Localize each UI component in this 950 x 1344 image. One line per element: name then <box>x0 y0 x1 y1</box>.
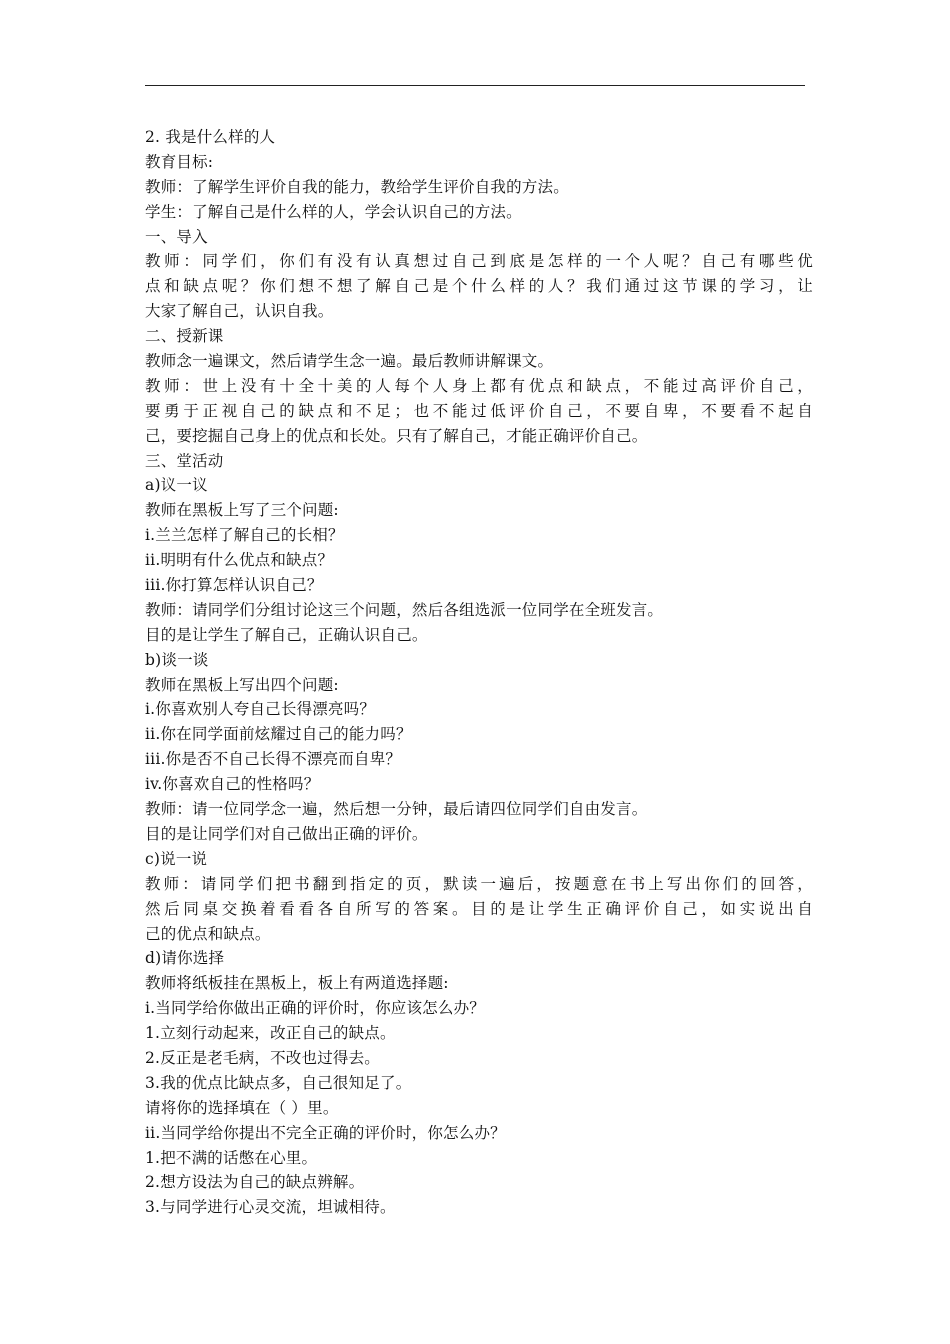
option-item: 2.反正是老毛病，不改也过得去。 <box>145 1048 380 1067</box>
text-line: 教师：了解学生评价自我的能力，教给学生评价自我的方法。 <box>145 177 569 196</box>
section-heading: 二、授新课 <box>145 327 224 346</box>
text-line: 己的优点和缺点。 <box>145 924 271 943</box>
text-line: 大家了解自己，认识自我。 <box>145 302 334 321</box>
list-item: iii.你是否不自己长得不漂亮而自卑？ <box>145 750 402 769</box>
text-line: 目的是让同学们对自己做出正确的评价。 <box>145 824 428 843</box>
text-line: 教师在黑板上写出四个问题: <box>145 675 339 694</box>
subsection-heading: c)说一说 <box>145 849 208 868</box>
subsection-heading: b)谈一谈 <box>145 650 209 669</box>
text-line: 要勇于正视自己的缺点和不足；也不能过低评价自己，不要自卑，不要看不起自 <box>145 401 813 420</box>
text-line: 请将你的选择填在（ ）里。 <box>145 1098 339 1117</box>
text-line: 教师念一遍课文，然后请学生念一遍。最后教师讲解课文。 <box>145 352 554 371</box>
list-item: i.你喜欢别人夸自己长得漂亮吗？ <box>145 700 376 719</box>
text-line: 教师：请同学们把书翻到指定的页，默读一遍后，按题意在书上写出你们的回答， <box>145 874 813 893</box>
lesson-title: 2. 我是什么样的人 <box>145 128 276 146</box>
text-line: 教师：请同学们分组讨论这三个问题，然后各组选派一位同学在全班发言。 <box>145 600 664 619</box>
option-item: 2.想方设法为自己的缺点辨解。 <box>145 1173 365 1192</box>
question-item: i.当同学给你做出正确的评价时，你应该怎么办？ <box>145 999 485 1018</box>
text-line: 学生：了解自己是什么样的人，学会认识自己的方法。 <box>145 202 522 221</box>
question-item: ii.当同学给你提出不完全正确的评价时，你怎么办？ <box>145 1123 506 1142</box>
section-heading: 教育目标: <box>145 152 214 171</box>
option-item: 1.立刻行动起来，改正自己的缺点。 <box>145 1024 396 1043</box>
list-item: ii.明明有什么优点和缺点？ <box>145 551 334 570</box>
text-line: 教师将纸板挂在黑板上，板上有两道选择题: <box>145 974 449 993</box>
section-heading: 三、堂活动 <box>145 451 224 470</box>
text-line: 教师：请一位同学念一遍，然后想一分钟，最后请四位同学们自由发言。 <box>145 800 648 819</box>
list-item: iii.你打算怎样认识自己？ <box>145 576 323 595</box>
text-line: 教师在黑板上写了三个问题: <box>145 501 339 520</box>
subsection-heading: d)请你选择 <box>145 949 225 968</box>
header-rule <box>145 85 805 86</box>
option-item: 3.与同学进行心灵交流，坦诚相待。 <box>145 1198 396 1217</box>
text-line: 目的是让学生了解自己，正确认识自己。 <box>145 625 428 644</box>
text-line: 教师：同学们，你们有没有认真想过自己到底是怎样的一个人呢？自己有哪些优 <box>145 252 813 271</box>
text-line: 然后同桌交换着看看各自所写的答案。目的是让学生正确评价自己，如实说出自 <box>145 899 813 918</box>
text-line: 点和缺点呢？你们想不想了解自己是个什么样的人？我们通过这节课的学习，让 <box>145 277 813 296</box>
list-item: iv.你喜欢自己的性格吗？ <box>145 775 320 794</box>
section-heading: 一、导入 <box>145 227 208 246</box>
subsection-heading: a)议一议 <box>145 476 208 495</box>
list-item: ii.你在同学面前炫耀过自己的能力吗？ <box>145 725 412 744</box>
document-body <box>145 125 813 1220</box>
text-line: 己，要挖掘自己身上的优点和长处。只有了解自己，才能正确评价自己。 <box>145 426 648 445</box>
list-item: i.兰兰怎样了解自己的长相？ <box>145 526 344 545</box>
option-item: 1.把不满的话憋在心里。 <box>145 1148 318 1167</box>
option-item: 3.我的优点比缺点多，自己很知足了。 <box>145 1073 412 1092</box>
text-line: 教师：世上没有十全十美的人每个人身上都有优点和缺点，不能过高评价自己， <box>145 376 813 395</box>
